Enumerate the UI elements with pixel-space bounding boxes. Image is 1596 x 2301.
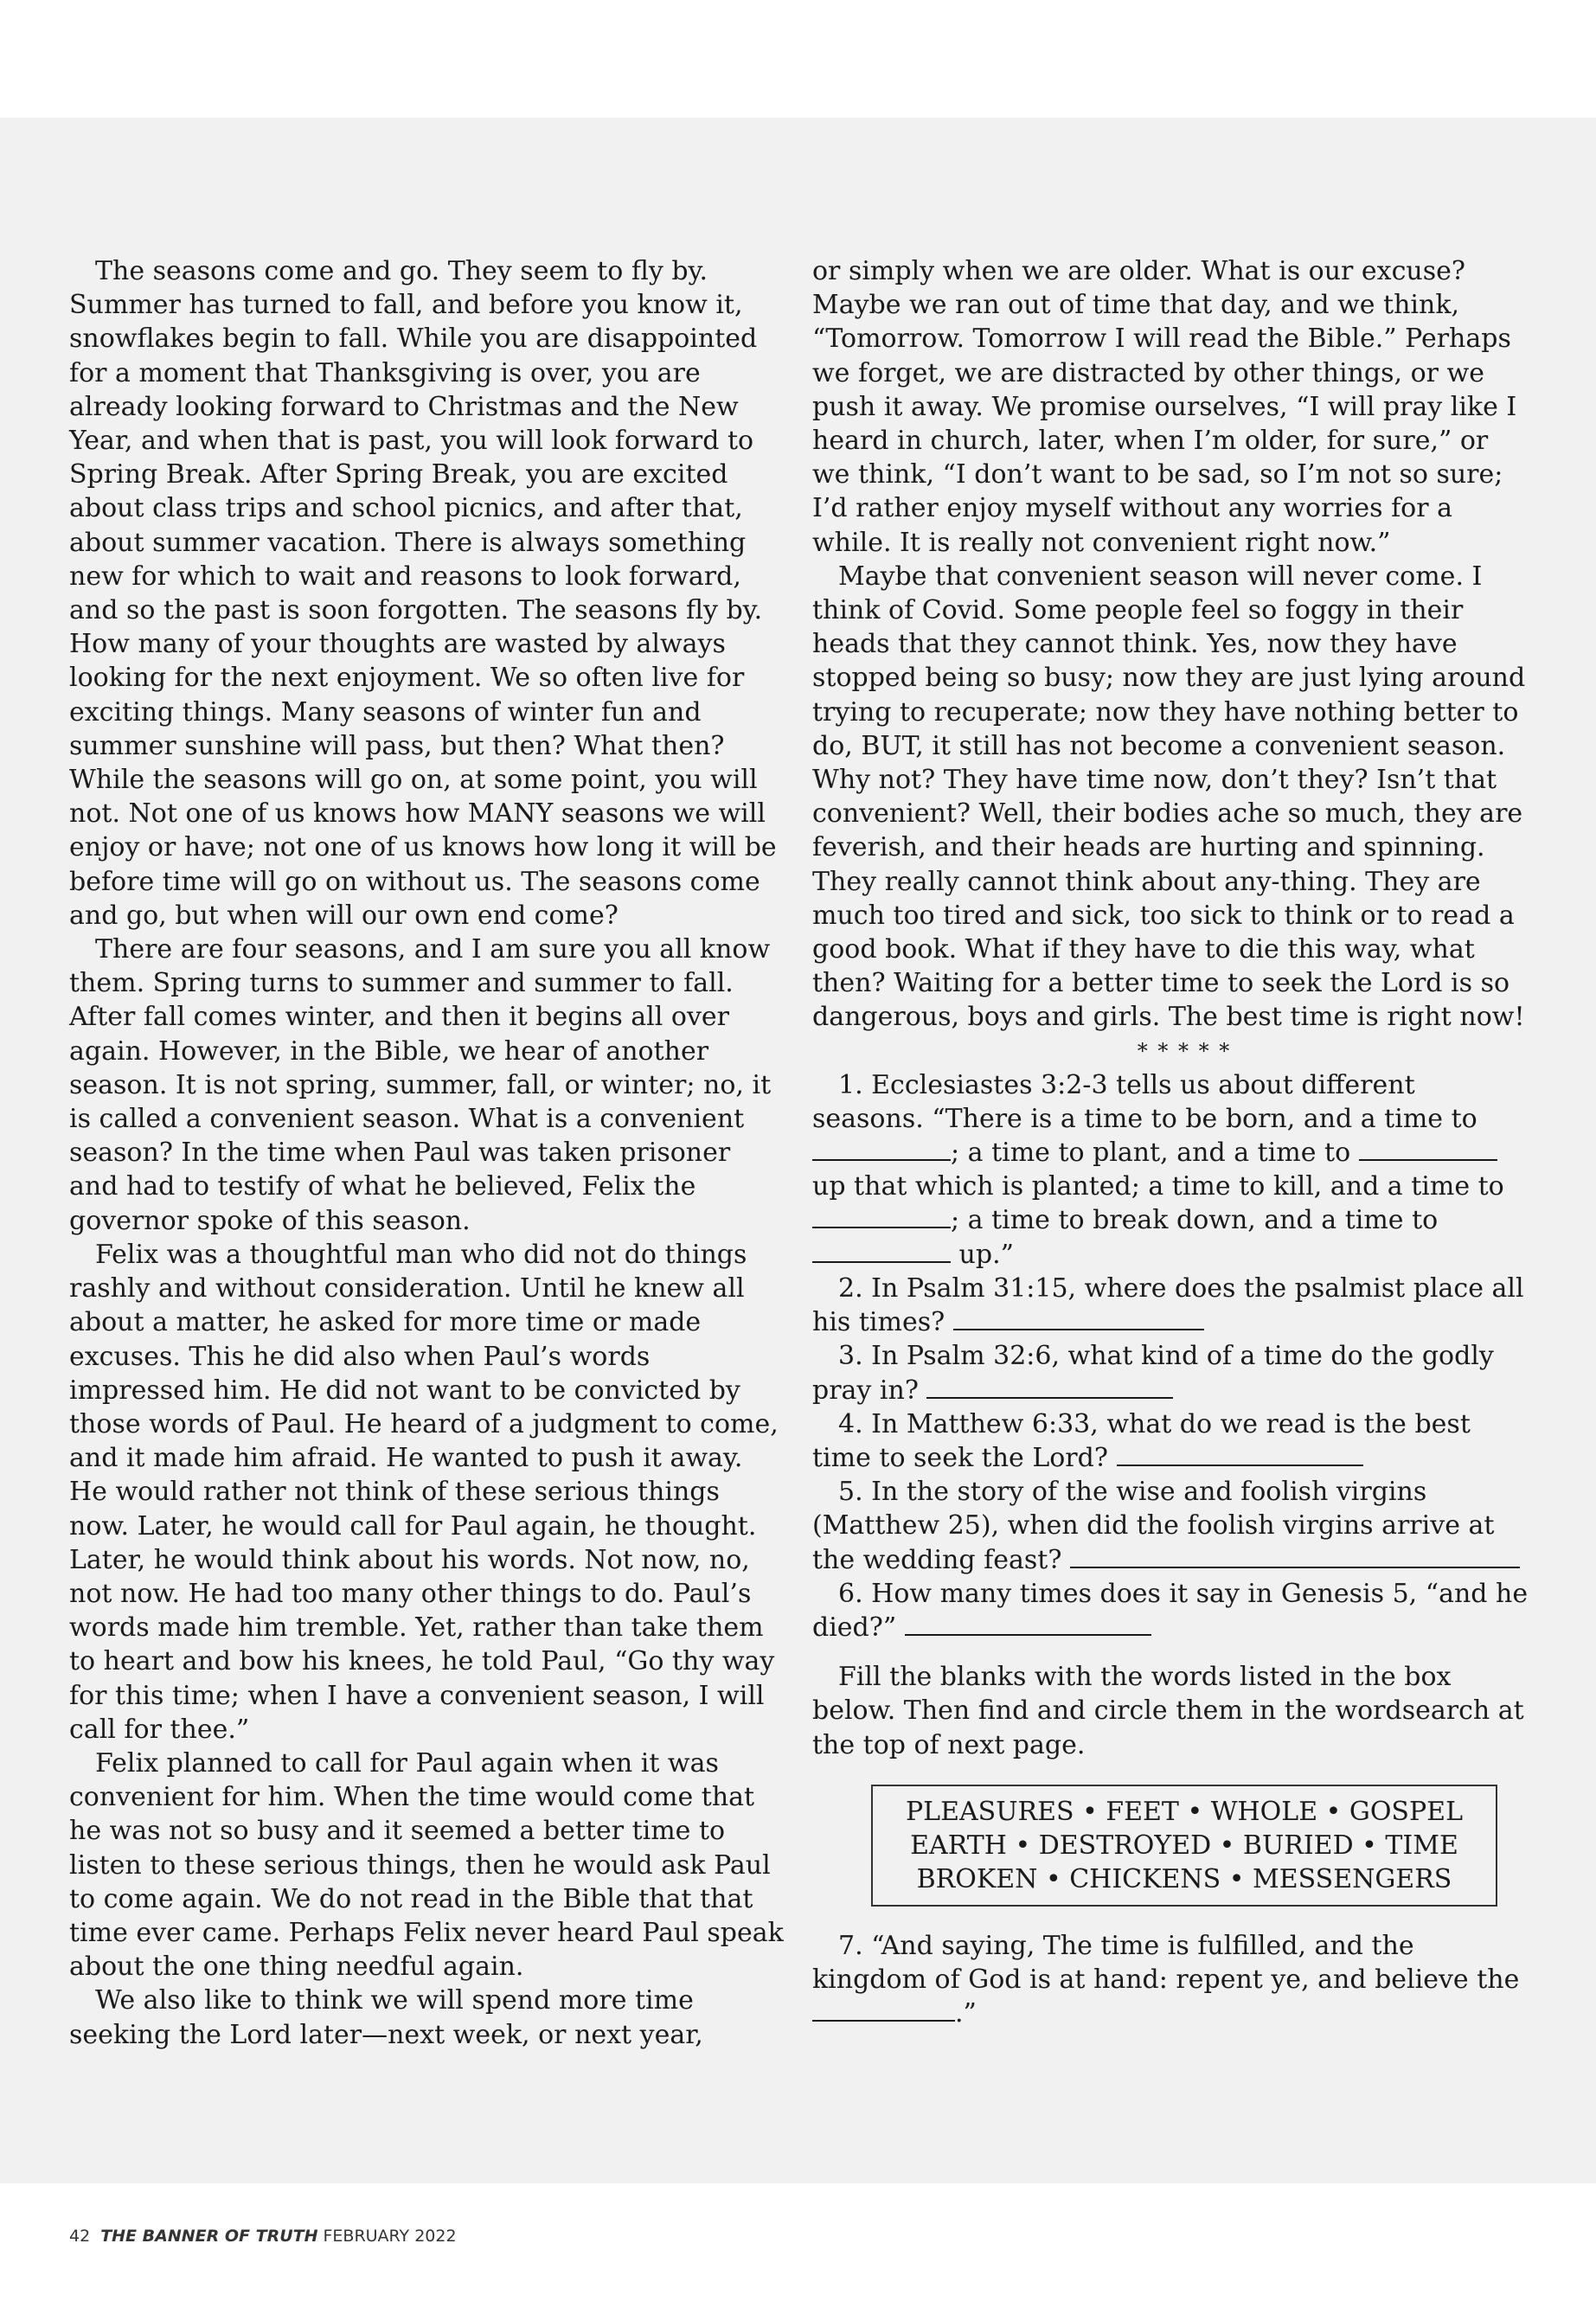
question-4 [812,1407,1530,1475]
question-text: 5. In the story of the wise and foolish virgins (Matthew 25), when did the foolish virgins arrive at the wedding feast? [812,1477,1495,1575]
answer-blank [812,1204,951,1228]
answer-blank [1070,1544,1520,1568]
answer-blank [953,1306,1204,1330]
paragraph: We also like to think we will spend more time seeking the Lord later—next week, or next year, [69,1985,703,2050]
answer-blank [1359,1137,1497,1161]
question-3 [812,1339,1530,1407]
question-text: 4. In Matthew 6:33, what do we read is the best time to seek the Lord? [812,1408,1471,1473]
question-text: up that which is planted; a time to kill, and a time to [812,1171,1504,1202]
question-text: ; [951,1138,960,1169]
page-footer [69,2227,457,2246]
question-1 [812,1068,1530,1272]
word-box [871,1785,1497,1907]
magazine-page [0,118,1596,2246]
question-text: 3. In Psalm 32:6, what kind of a time do the godly pray in? [812,1341,1494,1406]
left-column [69,254,787,2052]
section-separator: * * * * * [1137,1038,1232,1063]
word-box-line: BROKEN • CHICKENS • MESSENGERS [916,1863,1452,1894]
paragraph: The seasons come and go. They seem to fly by. Summer has turned to fall, and before you know it, snowflakes begin to fall. While you are disappointed for a moment that Thanksgiving is over, you are already looking forward to Christmas and the New Year, and when that is past, you will look forward to Spring Break. After Spring Break, you are excited about class trips and school picnics, and after that, about summer vacation. There is always something new for which to wait and reasons to look forward, and so the past is soon forgotten. The seasons fly by. How many of your thoughts are wasted by always looking for the next enjoyment. We so often live for exciting things. Many seasons of winter fun and summer sunshine will pass, but then? What then? While the seasons will go on, at some point, you will not. Not one of us knows how MANY seasons we will enjoy or have; not one of us knows how long it will be before time will go on without us. The seasons come and go, but when will our own end come? [69,256,777,931]
right-column [812,254,1530,2030]
question-text: up.” [958,1239,1014,1270]
question-text: a time to plant, and a time to [967,1138,1351,1169]
answer-blank [812,1137,951,1161]
question-text: .” [955,1998,977,2029]
question-text: ; a time to break down, and a time to [951,1205,1439,1236]
question-5 [812,1475,1530,1577]
question-text: 1. Ecclesiastes 3:2-3 tells us about different seasons. “There is a time to be born, and a time to [812,1069,1477,1134]
question-7 [812,1929,1530,2031]
magazine-title: THE BANNER OF TRUTH [100,2227,318,2246]
page-number: 42 [69,2227,91,2246]
word-box-line: PLEASURES • FEET • WHOLE • GOSPEL [905,1796,1463,1827]
instructions: Fill the blanks with the words listed in the box below. Then find and circle them in the wordsearch at the top of next page. [812,1662,1524,1760]
paragraph: or simply when we are older. What is our excuse? Maybe we ran out of time that day, and we think, “Tomorrow. Tomorrow I will read the Bible.” Perhaps we forget, we are distracted by other things, or we push it away. We promise ourselves, “I will pray like I heard in church, later, when I’m older, for sure,” or we think, “I don’t want to be sad, so I’m not so sure; I’d rather enjoy myself without any worries for a while. It is really not convenient right now.” [812,256,1517,558]
answer-blank [812,1997,955,2022]
question-text: 2. In Psalm 31:15, where does the psalmist place all his times? [812,1272,1524,1338]
answer-blank [926,1375,1173,1399]
spacer [812,1644,1530,1660]
answer-blank [1117,1442,1363,1466]
paragraph: Felix planned to call for Paul again when it was convenient for him. When the time would come that he was not so busy and it seemed a better time to listen to these serious things, then he would ask Paul to come again. We do not read in the Bible that that time ever came. Perhaps Felix never heard Paul speak about the one thing needful again. [69,1747,784,1983]
answer-blank [905,1612,1151,1636]
question-text: 7. “And saying, The time is fulfilled, and the kingdom of God is at hand: repent ye, and believe the [812,1930,1520,1995]
paragraph: Felix was a thoughtful man who did not do things rashly and without consideration. Until he knew all about a matter, he asked for more time or made excuses. This he did also when Paul’s words impressed him. He did not want to be convicted by those words of Paul. He heard of a judgment to come, and it made him afraid. He wanted to push it away. He would rather not think of these serious things now. Later, he would call for Paul again, he thought. Later, he would think about his words. Not now, no, not now. He had too many other things to do. Paul’s words made him tremble. Yet, rather than take them to heart and bow his knees, he told Paul, “Go thy way for this time; when I have a convenient season, I will call for thee.” [69,1239,779,1745]
issue-date: FEBRUARY 2022 [323,2227,457,2246]
answer-blank [812,1239,951,1263]
paragraph: Maybe that convenient season will never come. I think of Covid. Some people feel so foggy in their heads that they cannot think. Yes, now they have stopped being so busy; now they are just lying around trying to recuperate; now they have nothing better to do, BUT, it still has not become a convenient season. Why not? They have time now, don’t they? Isn’t that convenient? Well, their bodies ache so much, they are feverish, and their heads are hurting and spinning. They really cannot think about any-thing. They are much too tired and sick, too sick to think or to read a good book. What if they have to die this way, what then? Waiting for a better time to seek the Lord is so dangerous, boys and girls. The best time is right now! [812,561,1526,1033]
paragraph: There are four seasons, and I am sure you all know them. Spring turns to summer and summer to fall. After fall comes winter, and then it begins all over again. However, in the Bible, we hear of another season. It is not spring, summer, fall, or winter; no, it is called a convenient season. What is a convenient season? In the time when Paul was taken prisoner and had to testify of what he believed, Felix the governor spoke of this season. [69,934,772,1236]
question-text: 6. How many times does it say in Genesis 5, “and he died?” [812,1578,1529,1643]
question-2 [812,1272,1530,1339]
word-box-line: EARTH • DESTROYED • BURIED • TIME [910,1830,1458,1861]
question-6 [812,1577,1530,1644]
